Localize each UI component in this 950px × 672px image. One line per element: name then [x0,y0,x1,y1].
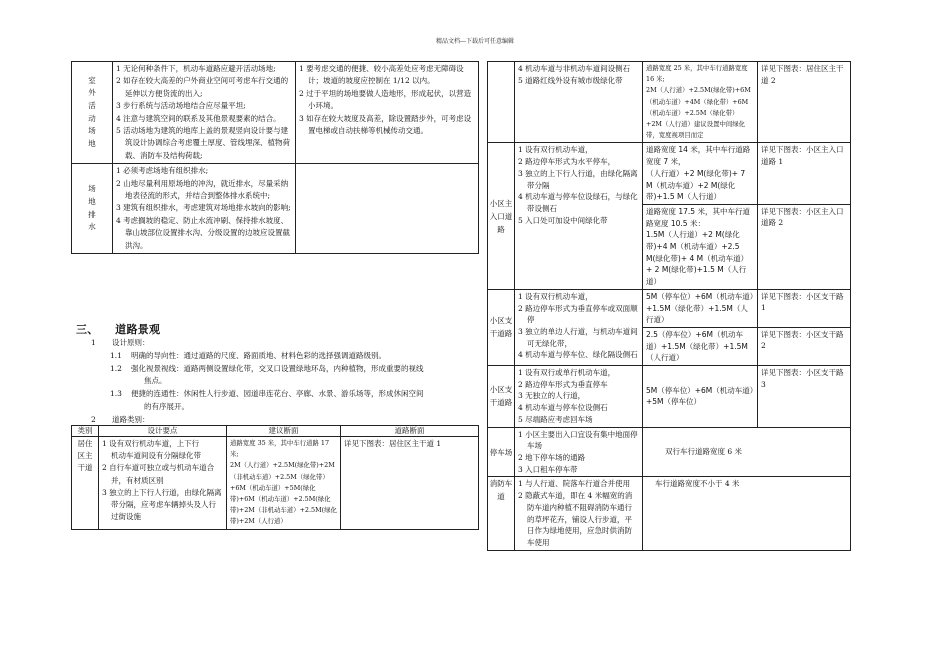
section-line: 道路宽度 35 米，其中车行道路 17 米; [230,439,330,459]
table-row [72,62,479,164]
notes-cell [296,62,479,164]
list-item: 1 设有双行机动车道，上下行 [102,439,200,448]
list-item: 2 自行车道可独立或与机动车道合并，有材质区别 [102,463,215,485]
outline-item [76,388,476,401]
section-cell: 双行车行道路宽度 6 米 [643,427,851,477]
list-item: 3 独立的上下行人行道，由绿化隔离带分隔 [518,168,638,190]
list-item: 2 隐蔽式车道，即在 4 米幅宽的消防车道内种植不阻碍消防车通行的草坪花卉，铺设人行步道，平日作为绿地使用，应急时供消防车使用 [518,491,633,547]
list-item: 5 道路红线外设有城市级绿化带 [518,75,623,85]
site-design-table [71,61,479,254]
list-item: 4 机动车道与非机动车道间设侧石 [518,64,631,73]
section-cell [227,437,341,530]
list-item: 1 小区主要出入口宜设有集中地面停车场 [518,429,638,451]
list-item: 1 无论何种条件下，机动车道路应避开活动场地; [116,64,276,73]
outline-text: 明确的导向性：通过道路的尺度、路面质地、材料色彩的选择强调道路级别。 [131,350,386,360]
list-item: 5 入口处可加设中间绿化带 [518,215,608,225]
list-item: 3 独立的上下行人行道，由绿化隔离带分隔，应考虑车辆掉头及人行过街设施 [102,487,222,522]
section-title [76,321,160,337]
table-row [488,143,851,205]
section-line: 道路宽度 17.5 米，其中车行道路宽度 10.5 米： [646,206,750,228]
section-cell: 2.5（停车位）+6M（机动车道）+1.5M（绿化带）+1.5M（人行道） [643,327,758,365]
section-cell [643,62,758,143]
document-header-note: 精品文档---下载后可任意编辑 [435,38,515,45]
table-row [72,437,479,530]
design-points-cell [515,289,643,365]
list-item: 1 要考虑交通的便捷、较小高差处应考虑无障碍设计；坡道的坡度应控制在 1/12 以内。 [299,64,464,86]
section-number: 三、 [76,323,99,336]
design-points-cell [99,437,227,530]
list-item: 2 路边停车形式为垂直停车或双面顺停 [518,303,638,325]
section-cell: 5M（停车位）+6M（机动车道）+5M（停车位） [643,366,758,428]
outline-number: 1.2 [110,363,122,373]
section-line: （人行道）+2 M(绿化带)+ 7 M（机动车道）+2 M(绿化带)+1.5 M（人行道） [646,168,746,202]
list-item: 3 独立的单边人行道，与机动车道间可无绿化带， [518,326,638,348]
list-item: 机动车道间设有分隔绿化带 [111,451,201,461]
list-item: 5 活动场地为建筑的地库上盖的景观竖向设计要与建筑设计协调综合考虑覆土厚度、管线埋深、植物荷载、消防车及结构荷载; [116,126,290,160]
list-item: 4 注意与建筑空间的联系及其他景观要素的结合。 [116,113,281,123]
requirements-cell [113,62,296,164]
table-row [488,62,851,143]
category-cell: 小区支干道路 [488,366,515,428]
list-item: 3 建筑有组织排水，考虑建筑对场地排水坡向的影响; [116,203,291,213]
section-cell [643,143,758,205]
list-item: 4 考虑搁坡的稳定、防止水流冲刷、保持排水坡度、靠山坡部位设置排水沟、分级设置的边坡应设置截洪沟。 [116,215,290,250]
list-item: 3 步行系统与活动场地结合应尽量平坦; [116,101,246,111]
table-header-row [72,426,479,437]
category-cell: 停车场 [488,427,515,477]
reference-cell: 详见下图表：小区主入口道路 2 [758,204,851,289]
table-row [72,164,479,254]
design-points-cell [515,62,643,143]
section-line: 2M（人行道）+2.5M(绿化带)+6M（机动车道）+4M（绿化带）+6M（机动车道）+2.5M（绿化带）+2M（人行道）建议设置中间绿化带，宽度视项目而定 [646,86,751,140]
category-cell: 小区支干道路 [488,289,515,365]
notes-cell [296,164,479,254]
list-item: 3 无独立的人行道， [518,391,586,401]
list-item: 2 过于平坦的场地要做人造地形，形成起伏，以营造小环境。 [299,88,472,111]
section-heading: 道路景观 [115,323,161,336]
outline-number: 1.3 [110,389,122,399]
list-item: 1 与人行道、院落车行道合并使用 [518,479,631,489]
column-header: 道路断面 [341,426,479,437]
outline-text: 设计原则： [112,338,150,347]
column-header: 类别 [72,426,99,437]
outline-continuation: 焦点。 [144,376,167,386]
list-item: 2 路边停车形式为垂直停车 [518,379,608,389]
list-item: 2 路边停车形式为水平停车， [518,157,616,167]
reference-cell: 详见下图表：小区支干路 3 [758,366,851,428]
road-category-table-continued [487,61,851,551]
table-row [488,427,851,477]
section-cell: 车行道路宽度不小于 4 米 [643,477,851,550]
category-label: 室外活动场地 [88,75,96,148]
reference-cell: 详见下图表：小区支干路 1 [758,289,851,327]
category-cell: 居住区主干道 [72,437,99,530]
section-line: 道路宽度 14 米，其中车行道路宽度 7 米， [646,145,751,167]
design-principles [76,337,476,427]
list-item: 5 尽端路应考虑回车场 [518,414,593,424]
list-item: 4 机动车道与停车位设绿石，与绿化带设侧石 [518,192,638,213]
reference-cell: 详见下图表：小区支干路 2 [758,327,851,365]
reference-cell: 详见下图表：居住区主干道 2 [758,62,851,143]
outline-number: 1 [91,338,96,347]
list-item: 2 如存在较大高差的户外商业空间可考虑车行交通的延伸以方便货流的出入; [116,76,289,98]
outline-text: 强化视景视线：道路两侧设置绿化带，交叉口设置绿地环岛，内种植物，形成重要的视线 [131,363,424,373]
table-row [488,366,851,428]
section-line: 道路宽度 25 米，其中车行道路宽度 16 米; [646,64,748,84]
section-cell: 5M（停车位）+6M（机动车道）+1.5M（绿化带）+1.5M（人行道） [643,289,758,327]
outline-item [76,363,476,376]
outline-text: 便捷的连通性：休闲性人行步道、园道串连花台、亭廊、水景、游乐场等，形成休闲空间 [131,389,424,399]
list-item: 3 入口租车停车带 [518,464,578,474]
section-cell [643,204,758,289]
outline-item [76,350,476,363]
table-row [488,289,851,327]
section-line: 2M（人行道）+2.5M(绿化带)+2M（非机动车道）+2.5M（绿化带）+6M（机动车道）+5M(绿化带)+6M（机动车道）+2.5M(绿化带)+2M（非机动车道）+2.5M(绿化带)+2M（人行道） [230,461,337,526]
list-item: 1 设有双行或单行机动车道， [518,368,616,378]
column-header: 建议断面 [227,426,341,437]
column-header: 设计要点 [99,426,227,437]
outline-item [76,337,476,350]
design-points-cell [515,477,643,550]
requirements-cell [113,164,296,254]
table-row [488,477,851,550]
reference-cell: 详见下图表：小区主入口道路 1 [758,143,851,205]
design-points-cell [515,366,643,428]
category-cell: 小区主入口道路 [488,143,515,289]
outline-text: 道路类别： [112,414,150,424]
category-cell [72,164,113,254]
category-cell: 消防车道 [488,477,515,550]
outline-number: 1.1 [110,350,122,360]
list-item: 1 设有双行机动车道， [518,291,593,301]
reference-cell: 详见下图表：居住区主干道 1 [341,437,479,530]
list-item: 4 机动车道与停车位、绿化隔设侧石 [518,350,638,360]
list-item: 2 山地尽量利用原场地的冲沟，就近排水，尽量采纳地表径流的形式，并结合到整体排水系统中; [116,178,289,201]
design-points-cell [515,427,643,477]
category-label: 场地排水 [88,184,96,232]
section-line: 1.5M（人行道）+2 M(绿化带)+4 M（机动车道）+2.5 M(绿化带)+ 4 M（机动车道）+ 2 M(绿化带)+1.5 M（人行道） [646,230,749,287]
list-item: 1 设有双行机动车道， [518,145,593,155]
list-item: 1 必须考虑场地有组织排水; [116,166,209,176]
outline-continuation: 的有序展开。 [144,401,189,411]
category-cell [72,62,113,164]
outline-number: 2 [91,414,96,424]
list-item: 2 地下停车场的通路 [518,453,586,462]
list-item: 3 如存在较大坡度及高差，除设置踏步外，可考虑设置电梯或自动扶梯等机械传动交通。 [299,113,472,136]
road-category-table [71,425,479,530]
design-points-cell [515,143,643,289]
list-item: 4 机动车道与停车位设侧石 [518,403,608,413]
category-cell [488,62,515,143]
